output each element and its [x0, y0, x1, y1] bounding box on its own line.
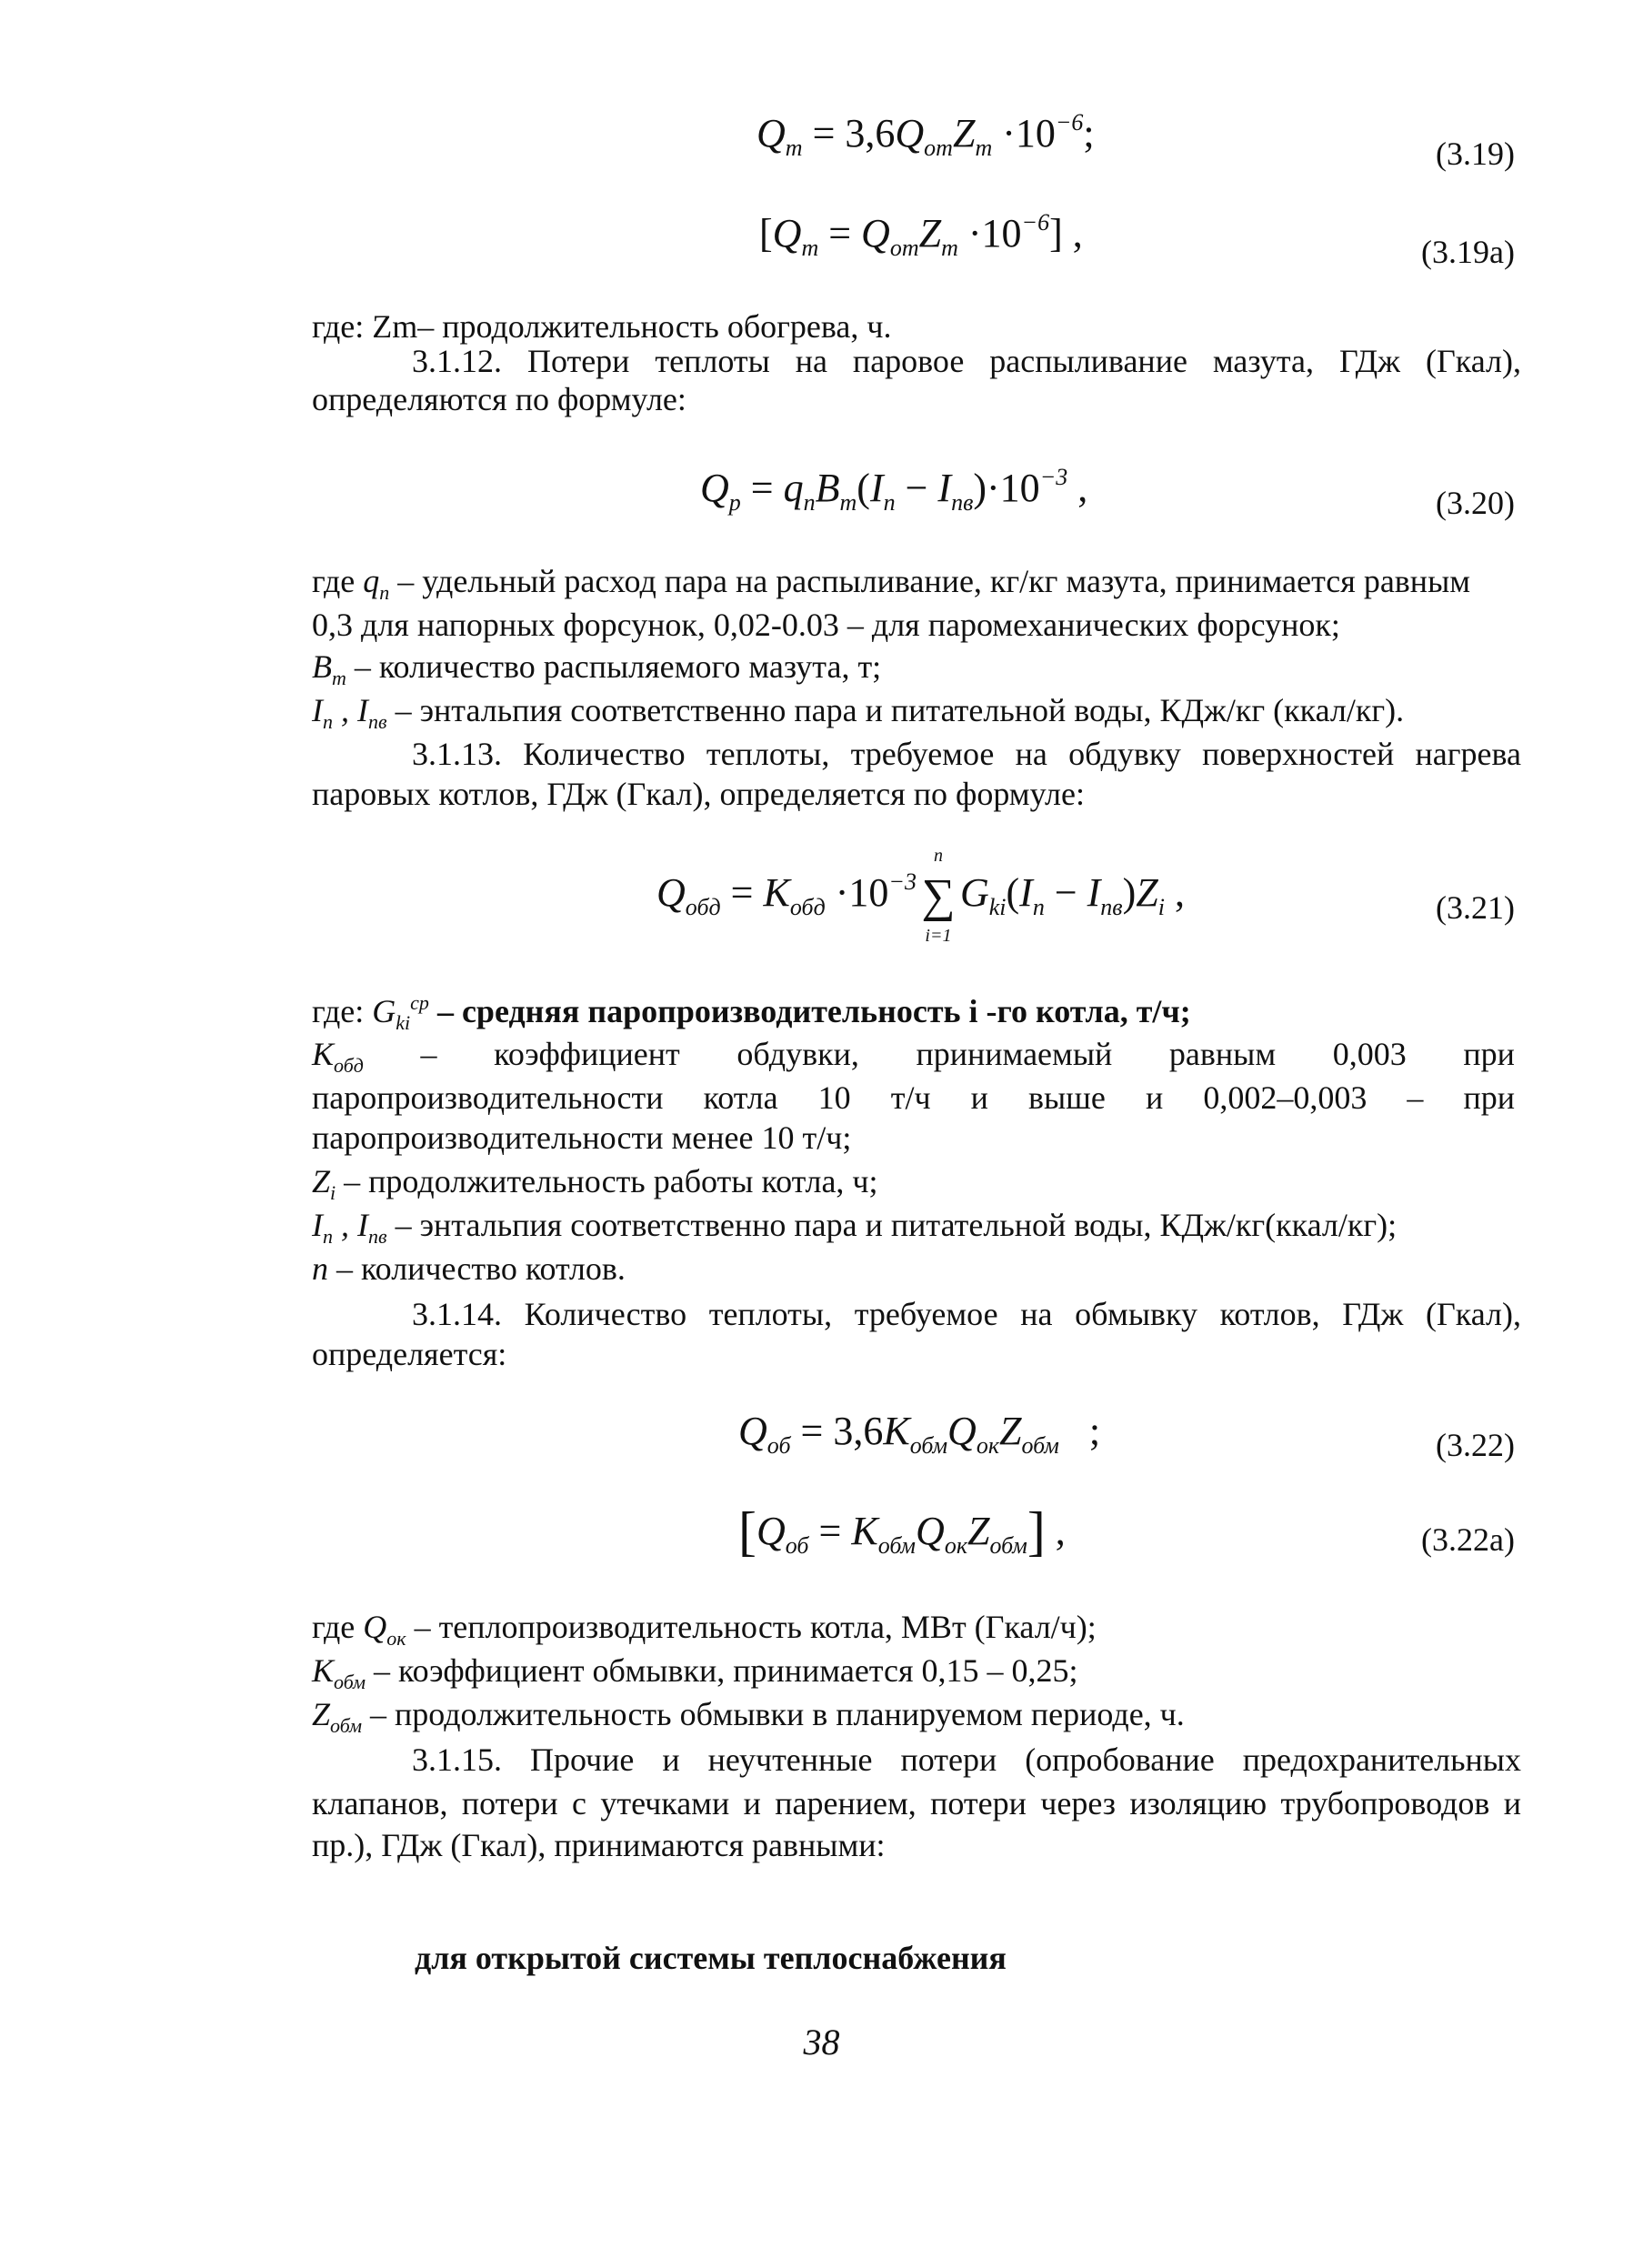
open-system-heading: для открытой системы теплоснабжения — [415, 1940, 1007, 1976]
kobd-definition-line-3: паропроизводительности менее 10 т/ч; — [312, 1119, 852, 1156]
kobd-word: котла — [703, 1079, 778, 1116]
zi-definition-text: – продолжительность работы котла, ч; — [344, 1163, 878, 1199]
formula-3-19 — [0, 109, 1643, 182]
formula-3-19a-expression: $[Q_т = Q_{от}Z_т \cdot 10^{-6}]$ , — [759, 209, 1083, 261]
formula-3-20 — [0, 464, 1643, 537]
kobd-definition-line-1: $K_{обд}$ – коэффициент обдувки, принимаемый равным 0,003 при — [312, 1036, 1515, 1077]
page-number: 38 — [803, 2022, 840, 2062]
qok-definition-text: – теплопроизводительность котла, МВт (Гкал/ч); — [414, 1609, 1097, 1645]
formula-3-19a — [0, 209, 1643, 282]
section-3-1-12-line-1: 3.1.12. Потери теплоты на паровое распыливание мазута, ГДж (Гкал), — [412, 343, 1521, 379]
kobd-word: паропроизводительности — [312, 1079, 664, 1116]
formula-3-19-number: (3.19) — [1436, 135, 1515, 172]
gk-definition-text: – средняя паропроизводительность i -го котла, т/ч; — [436, 993, 1191, 1029]
section-3-1-14-line-1: 3.1.14. Количество теплоты, требуемое на обмывку котлов, ГДж (Гкал), — [412, 1296, 1521, 1332]
kobd-word: принимаемый — [916, 1036, 1113, 1072]
enthalpy-definition-1: $I_п$ , $I_{пв}$ – энтальпия соответственно пара и питательной воды, КДж/кг (ккал/кг). — [312, 692, 1405, 733]
kobd-word: выше — [1028, 1079, 1106, 1116]
kobd-word: 0,002–0,003 — [1203, 1079, 1367, 1116]
section-3-1-12-line-2: определяются по формуле: — [312, 381, 686, 417]
kobd-word: – — [1407, 1079, 1424, 1116]
summation-symbol: n ∑ i=1 — [921, 846, 956, 947]
qn-definition-text: – удельный расход пара на распыливание, кг/кг мазута, принимается равным — [397, 563, 1471, 599]
enthalpy-definition-2-text: – энтальпия соответственно пара и питательной воды, КДж/кг(ккал/кг); — [395, 1207, 1398, 1243]
kobd-word: и — [1145, 1079, 1164, 1116]
gk-definition: где: $G_{ki}^{ср}$ – средняя паропроизводительность i -го котла, т/ч; — [312, 991, 1191, 1034]
formula-3-22a-number: (3.22a) — [1421, 1521, 1515, 1558]
kobd-word: обдувки, — [736, 1036, 859, 1072]
formula-3-19-expression: $Q_т = 3,6Q_{от}Z_т \cdot 10^{-6}$; — [756, 109, 1095, 161]
formula-3-21-number: (3.21) — [1436, 889, 1515, 926]
bm-definition-text: – количество распыляемого мазута, т; — [354, 648, 882, 685]
kobd-word: равным — [1168, 1036, 1277, 1072]
formula-3-20-expression: $Q_р = q_пB_т(I_п - I_{пв})\cdot 10^{-3}$ , — [700, 464, 1088, 516]
qn-definition-line-2: 0,3 для напорных форсунок, 0,02-0.03 – для паромеханических форсунок; — [312, 607, 1340, 643]
section-3-1-13-line-2: паровых котлов, ГДж (Гкал), определяется по формуле: — [312, 776, 1085, 812]
kobd-word: и — [970, 1079, 988, 1116]
n-definition: n – количество котлов. — [312, 1250, 626, 1287]
formula-3-21 — [0, 846, 1643, 947]
qok-definition: где $Q_{ок}$ – теплопроизводительность котла, МВт (Гкал/ч); — [312, 1609, 1097, 1650]
formula-3-20-number: (3.20) — [1436, 485, 1515, 521]
formula-3-22-expression: $Q_{об} = 3,6K_{обм}Q_{ок}Z_{обм}$ ; — [738, 1409, 1101, 1459]
enthalpy-definition-1-text: – энтальпия соответственно пара и питательной воды, КДж/кг (ккал/кг). — [395, 692, 1405, 728]
enthalpy-definition-2: $I_п$ , $I_{пв}$ – энтальпия соответственно пара и питательной воды, КДж/кг(ккал/кг); — [312, 1207, 1398, 1248]
kobd-word: 0,003 — [1332, 1036, 1407, 1072]
kobd-word: т/ч — [890, 1079, 931, 1116]
zm-definition: где: Zm– продолжительность обогрева, ч. — [312, 308, 892, 345]
kobd-word: коэффициент — [494, 1036, 680, 1072]
qn-definition-line-1: где $q_п$ – удельный расход пара на распыливание, кг/кг мазута, принимается равным — [312, 563, 1471, 604]
kobd-word: – — [420, 1036, 437, 1072]
zobm-definition-text: – продолжительность обмывки в планируемом периоде, ч. — [370, 1696, 1185, 1732]
kobd-word: при — [1463, 1036, 1515, 1072]
kobm-definition-text: – коэффициент обмывки, принимается 0,15 – 0,25; — [374, 1652, 1078, 1689]
kobd-word: 10 — [817, 1079, 851, 1116]
formula-3-22a — [0, 1500, 1643, 1573]
zi-definition: $Z_i$ – продолжительность работы котла, ч; — [312, 1163, 878, 1204]
formula-3-22a-expression: $[Q_{об} = K_{обм}Q_{ок}Z_{обм}]$ , — [738, 1501, 1066, 1561]
zobm-definition: $Z_{обм}$ – продолжительность обмывки в планируемом периоде, ч. — [312, 1696, 1185, 1737]
n-definition-text: – количество котлов. — [336, 1250, 626, 1287]
formula-3-21-expression: $Q_{обд} = K_{обд} \cdot 10^{-3}$ n ∑ i=1 $G_{ki}(I_п - I_{пв})Z_i$ , — [656, 846, 1185, 947]
kobm-definition: $K_{обм}$ – коэффициент обмывки, принимается 0,15 – 0,25; — [312, 1652, 1078, 1693]
kobd-word: при — [1463, 1079, 1515, 1116]
section-3-1-15-line-2: клапанов, потери с утечками и парением, потери через изоляцию трубопроводов и — [312, 1785, 1521, 1821]
section-3-1-15-line-1: 3.1.15. Прочие и неучтенные потери (опробование предохранительных — [412, 1741, 1521, 1778]
kobd-definition-line-2 — [312, 1079, 1515, 1117]
section-3-1-15-line-3: пр.), ГДж (Гкал), принимаются равными: — [312, 1827, 886, 1863]
formula-3-22 — [0, 1408, 1643, 1480]
section-3-1-14-line-2: определяется: — [312, 1336, 507, 1372]
formula-3-19a-number: (3.19a) — [1421, 234, 1515, 270]
formula-3-22-number: (3.22) — [1436, 1427, 1515, 1463]
section-3-1-13-line-1: 3.1.13. Количество теплоты, требуемое на обдувку поверхностей нагрева — [412, 736, 1521, 772]
bm-definition: $B_т$ – количество распыляемого мазута, т; — [312, 648, 882, 689]
